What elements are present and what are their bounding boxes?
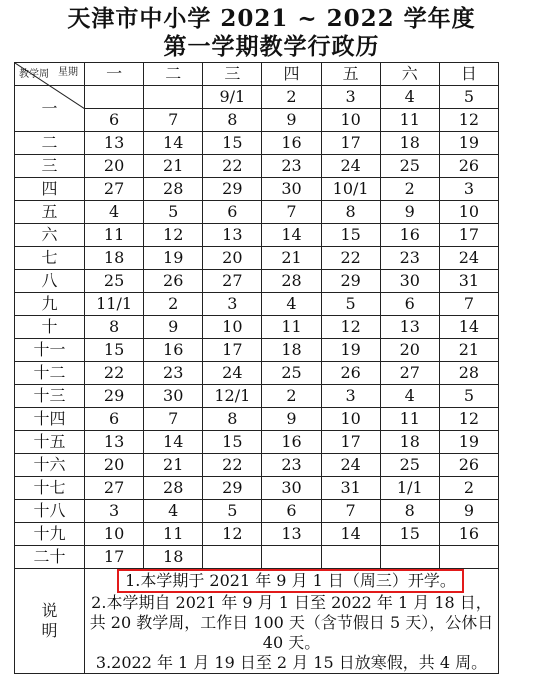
day-cell: 21 (144, 155, 203, 178)
day-cell: 12 (321, 316, 380, 339)
day-cell: 17 (203, 339, 262, 362)
day-cell: 18 (262, 339, 321, 362)
day-cell: 3 (85, 500, 144, 523)
weekday-header-wed: 三 (203, 63, 262, 86)
day-cell: 14 (439, 316, 498, 339)
day-cell: 2 (144, 293, 203, 316)
day-cell: 12 (439, 109, 498, 132)
week-number-cell: 十二 (15, 362, 85, 385)
notes-label-char: 说 (41, 601, 58, 620)
day-cell: 10 (321, 408, 380, 431)
day-cell: 14 (144, 431, 203, 454)
day-cell: 10 (439, 201, 498, 224)
weekday-header-mon: 一 (85, 63, 144, 86)
day-cell: 14 (321, 523, 380, 546)
corner-label-weekday: 星期 (58, 67, 78, 78)
day-cell: 12 (439, 408, 498, 431)
day-cell: 17 (321, 431, 380, 454)
notes-label-char: 明 (41, 621, 58, 640)
notes-label-cell (15, 569, 85, 674)
week-row (15, 132, 499, 155)
day-cell: 3 (439, 178, 498, 201)
day-cell: 11 (144, 523, 203, 546)
day-cell (262, 546, 321, 569)
week-row (15, 247, 499, 270)
week-number-cell: 十八 (15, 500, 85, 523)
week-row (15, 224, 499, 247)
day-cell: 25 (380, 155, 439, 178)
day-cell: 25 (262, 362, 321, 385)
day-cell: 15 (203, 132, 262, 155)
week-row (15, 454, 499, 477)
week-row (15, 201, 499, 224)
calendar-title-line-1: 天津市中小学 2021 ~ 2022 学年度 (67, 5, 476, 32)
week-number-cell: 十九 (15, 523, 85, 546)
day-cell: 13 (85, 132, 144, 155)
day-cell: 30 (144, 385, 203, 408)
day-cell: 4 (380, 385, 439, 408)
week-number-cell: 十四 (15, 408, 85, 431)
day-cell: 2 (262, 86, 321, 109)
day-cell: 18 (144, 546, 203, 569)
day-cell: 3 (321, 385, 380, 408)
week-row (15, 293, 499, 316)
day-cell: 4 (85, 201, 144, 224)
day-cell: 16 (262, 431, 321, 454)
day-cell: 27 (380, 362, 439, 385)
day-cell: 19 (144, 247, 203, 270)
day-cell: 29 (321, 270, 380, 293)
day-cell: 26 (144, 270, 203, 293)
day-cell: 24 (321, 155, 380, 178)
week-row (15, 385, 499, 408)
day-cell: 8 (85, 316, 144, 339)
day-cell: 22 (203, 155, 262, 178)
day-cell: 16 (262, 132, 321, 155)
day-cell: 17 (85, 546, 144, 569)
day-cell (144, 86, 203, 109)
day-cell: 23 (144, 362, 203, 385)
week-number-cell: 四 (15, 178, 85, 201)
day-cell: 19 (321, 339, 380, 362)
day-cell: 30 (380, 270, 439, 293)
day-cell: 14 (262, 224, 321, 247)
day-cell: 15 (321, 224, 380, 247)
day-cell: 13 (85, 431, 144, 454)
day-cell: 29 (203, 477, 262, 500)
day-cell: 15 (203, 431, 262, 454)
day-cell (85, 86, 144, 109)
day-cell: 19 (439, 132, 498, 155)
week-number-cell: 三 (15, 155, 85, 178)
day-cell: 25 (85, 270, 144, 293)
day-cell: 11 (380, 408, 439, 431)
day-cell: 5 (321, 293, 380, 316)
day-cell: 13 (380, 316, 439, 339)
week-row (15, 477, 499, 500)
week-number-cell: 十 (15, 316, 85, 339)
day-cell: 5 (439, 86, 498, 109)
day-cell: 3 (321, 86, 380, 109)
day-cell: 28 (144, 477, 203, 500)
notes-cell (85, 569, 499, 674)
week-row (15, 362, 499, 385)
week-row (15, 431, 499, 454)
day-cell: 6 (203, 201, 262, 224)
day-cell: 25 (380, 454, 439, 477)
day-cell: 1/1 (380, 477, 439, 500)
day-cell: 6 (85, 109, 144, 132)
day-cell: 20 (203, 247, 262, 270)
day-cell (203, 546, 262, 569)
day-cell: 18 (85, 247, 144, 270)
week-number-cell: 一 (15, 86, 85, 132)
day-cell: 9 (439, 500, 498, 523)
day-cell: 18 (380, 431, 439, 454)
day-cell: 26 (439, 155, 498, 178)
day-cell: 14 (144, 132, 203, 155)
week-number-cell: 十七 (15, 477, 85, 500)
day-cell: 9 (262, 109, 321, 132)
day-cell: 9 (262, 408, 321, 431)
calendar-title-line-2: 第一学期教学行政历 (163, 33, 380, 60)
week-number-cell: 九 (15, 293, 85, 316)
weekday-header-thu: 四 (262, 63, 321, 86)
week-row (15, 500, 499, 523)
day-cell: 30 (262, 477, 321, 500)
corner-label-teaching-week: 教学周 (19, 69, 49, 80)
day-cell: 23 (262, 454, 321, 477)
note-line: 2.本学期自 2021 年 9 月 1 日至 2022 年 1 月 18 日，共 20 教学周，工作日 100 天（含节假日 5 天），公休日 40 天。 (89, 593, 494, 652)
day-cell: 2 (262, 385, 321, 408)
school-calendar-table (14, 62, 499, 674)
day-cell: 30 (262, 178, 321, 201)
day-cell: 5 (203, 500, 262, 523)
day-cell: 29 (203, 178, 262, 201)
day-cell: 10 (321, 109, 380, 132)
day-cell: 8 (380, 500, 439, 523)
week-number-cell: 十一 (15, 339, 85, 362)
day-cell: 6 (85, 408, 144, 431)
day-cell: 11 (380, 109, 439, 132)
day-cell: 22 (203, 454, 262, 477)
weekday-header-row (15, 63, 499, 86)
day-cell: 7 (439, 293, 498, 316)
week-row (15, 109, 499, 132)
day-cell: 28 (262, 270, 321, 293)
day-cell: 4 (380, 86, 439, 109)
day-cell: 20 (380, 339, 439, 362)
day-cell: 27 (85, 178, 144, 201)
day-cell: 21 (439, 339, 498, 362)
day-cell: 24 (321, 454, 380, 477)
week-row (15, 339, 499, 362)
corner-header-cell (15, 63, 85, 86)
day-cell: 12/1 (203, 385, 262, 408)
day-cell: 5 (144, 201, 203, 224)
day-cell: 2 (380, 178, 439, 201)
day-cell (321, 546, 380, 569)
week-number-cell: 八 (15, 270, 85, 293)
day-cell: 6 (380, 293, 439, 316)
week-number-cell: 六 (15, 224, 85, 247)
week-number-cell: 十五 (15, 431, 85, 454)
day-cell: 9/1 (203, 86, 262, 109)
day-cell: 7 (262, 201, 321, 224)
day-cell: 8 (203, 408, 262, 431)
day-cell: 13 (262, 523, 321, 546)
day-cell: 10 (85, 523, 144, 546)
week-number-cell: 十三 (15, 385, 85, 408)
week-number-cell: 二十 (15, 546, 85, 569)
highlighted-note-school-start: 1.本学期于 2021 年 9 月 1 日（周三）开学。 (117, 569, 464, 593)
day-cell: 24 (203, 362, 262, 385)
weekday-header-sun: 日 (439, 63, 498, 86)
day-cell: 4 (262, 293, 321, 316)
weekday-header-fri: 五 (321, 63, 380, 86)
day-cell: 31 (439, 270, 498, 293)
week-row (15, 155, 499, 178)
day-cell: 26 (321, 362, 380, 385)
day-cell: 21 (144, 454, 203, 477)
day-cell: 8 (203, 109, 262, 132)
day-cell: 6 (262, 500, 321, 523)
week-row (15, 546, 499, 569)
day-cell: 16 (439, 523, 498, 546)
day-cell: 22 (85, 362, 144, 385)
day-cell: 27 (85, 477, 144, 500)
notes-row (15, 569, 499, 674)
day-cell: 8 (321, 201, 380, 224)
day-cell: 16 (144, 339, 203, 362)
day-cell: 22 (321, 247, 380, 270)
day-cell: 11 (85, 224, 144, 247)
day-cell: 17 (439, 224, 498, 247)
weekday-header-sat: 六 (380, 63, 439, 86)
day-cell (380, 546, 439, 569)
day-cell: 21 (262, 247, 321, 270)
day-cell: 20 (85, 454, 144, 477)
day-cell: 27 (203, 270, 262, 293)
day-cell: 18 (380, 132, 439, 155)
day-cell: 29 (85, 385, 144, 408)
week-number-cell: 十六 (15, 454, 85, 477)
day-cell (439, 546, 498, 569)
day-cell: 7 (321, 500, 380, 523)
week-row (15, 408, 499, 431)
day-cell: 23 (380, 247, 439, 270)
day-cell: 9 (144, 316, 203, 339)
day-cell: 19 (439, 431, 498, 454)
day-cell: 24 (439, 247, 498, 270)
day-cell: 16 (380, 224, 439, 247)
day-cell: 7 (144, 408, 203, 431)
day-cell: 11/1 (85, 293, 144, 316)
day-cell: 11 (262, 316, 321, 339)
week-row (15, 523, 499, 546)
day-cell: 5 (439, 385, 498, 408)
day-cell: 28 (439, 362, 498, 385)
day-cell: 17 (321, 132, 380, 155)
day-cell: 28 (144, 178, 203, 201)
day-cell: 31 (321, 477, 380, 500)
day-cell: 4 (144, 500, 203, 523)
note-line: 3.2022 年 1 月 19 日至 2 月 15 日放寒假，共 4 周。 (95, 653, 488, 672)
day-cell: 12 (203, 523, 262, 546)
weekday-header-tue: 二 (144, 63, 203, 86)
day-cell: 15 (85, 339, 144, 362)
day-cell: 10/1 (321, 178, 380, 201)
day-cell: 12 (144, 224, 203, 247)
day-cell: 13 (203, 224, 262, 247)
week-row (15, 178, 499, 201)
week-row (15, 316, 499, 339)
day-cell: 26 (439, 454, 498, 477)
week-number-cell: 五 (15, 201, 85, 224)
day-cell: 10 (203, 316, 262, 339)
week-row (15, 86, 499, 109)
day-cell: 2 (439, 477, 498, 500)
day-cell: 9 (380, 201, 439, 224)
day-cell: 23 (262, 155, 321, 178)
day-cell: 15 (380, 523, 439, 546)
day-cell: 3 (203, 293, 262, 316)
day-cell: 20 (85, 155, 144, 178)
day-cell: 7 (144, 109, 203, 132)
week-row (15, 270, 499, 293)
week-number-cell: 七 (15, 247, 85, 270)
week-number-cell: 二 (15, 132, 85, 155)
